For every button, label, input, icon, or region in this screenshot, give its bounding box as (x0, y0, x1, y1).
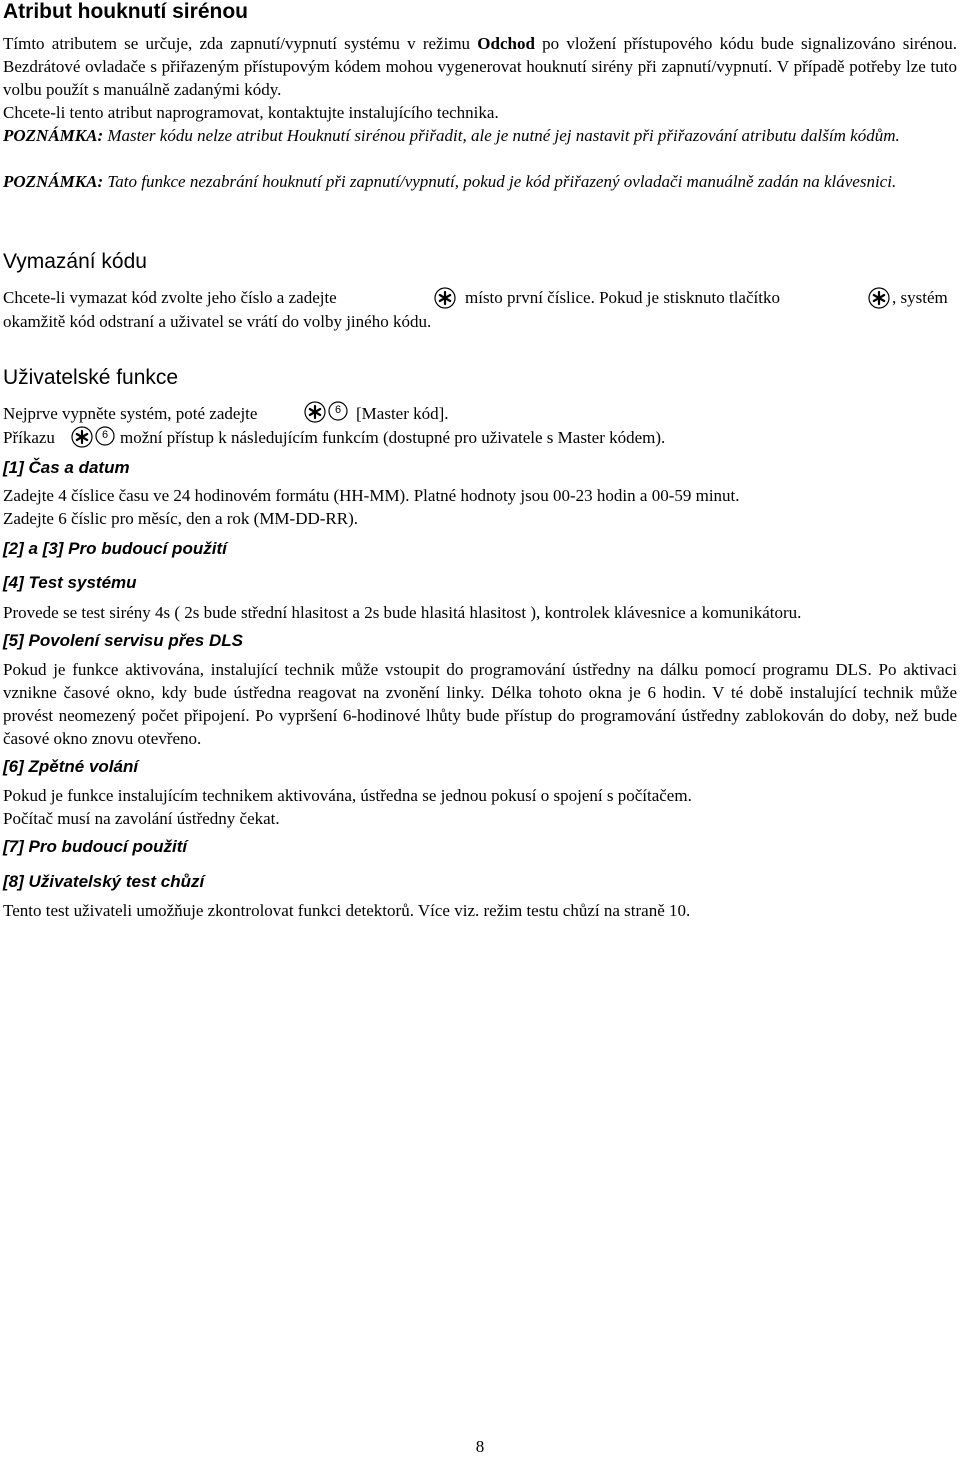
item-1-body (3, 484, 957, 530)
key-digit: 6 (334, 404, 342, 416)
note-text: Master kódu nelze atribut Houknutí sirénou přiřadit, ale je nutné jej nastavit při přiřazování atributu dalším kódům. (103, 126, 900, 145)
item-6-title: [6] Zpětné volání (3, 757, 139, 776)
mode-name-bold: Odchod (477, 34, 535, 53)
item-8-body: Tento test uživateli umožňuje zkontrolovat funkci detektorů. Více viz. režim testu chůzí na straně 10. (3, 901, 691, 920)
programming-instruction: Chcete-li tento atribut naprogramovat, kontaktujte instalujícího technika. (3, 103, 499, 122)
star-key-icon (433, 286, 457, 310)
star-key-icon (867, 286, 891, 310)
item-4-body: Provede se test sirény 4s ( 2s bude střední hlasitost a 2s bude hlasitá hlasitost ), kontrolek klávesnice a komunikátoru. (3, 603, 802, 622)
note-label: POZNÁMKA: (3, 126, 104, 145)
digit-6-key-icon (327, 400, 349, 422)
note-text: Tato funkce nezabrání houknutí při zapnutí/vypnutí, pokud je kód přiřazený ovladači manuálně zadán na klávesnici. (103, 172, 897, 191)
paragraph-text: Nejprve vypněte systém, poté zadejte (3, 404, 258, 423)
note-keypad-entry (3, 170, 957, 193)
item-5-title: [5] Povolení servisu přes DLS (3, 631, 243, 650)
item-1-title: [1] Čas a datum (3, 458, 130, 477)
section-title-siren-attribute: Atribut houknutí sirénou (3, 0, 248, 23)
item-6-body (3, 784, 957, 830)
paragraph-text: Příkazu (3, 428, 55, 447)
paragraph-text: Chcete-li vymazat kód zvolte jeho číslo a zadejte (3, 288, 337, 307)
siren-attribute-paragraph (3, 32, 957, 101)
item-6-line-2: Počítač musí na zavolání ústředny čekat. (3, 809, 280, 828)
item-2-3-title: [2] a [3] Pro budoucí použití (3, 539, 227, 558)
item-8-title: [8] Uživatelský test chůzí (3, 872, 205, 891)
star-key-icon (70, 425, 94, 449)
section-title-delete-code: Vymazání kódu (3, 250, 147, 273)
item-6-line-1: Pokud je funkce instalujícím technikem aktivována, ústředna se jednou pokusí o spojení s počítačem. (3, 786, 692, 805)
item-1-line-2: Zadejte 6 číslic pro měsíc, den a rok (MM-DD-RR). (3, 509, 359, 528)
item-7-title: [7] Pro budoucí použití (3, 837, 188, 856)
paragraph-text: po vložení přístupového kódu bude signalizováno sirénou. Bezdrátové ovladače s přiřazeným přístupovým kódem mohou vygenerovat houknutí sirény při zapnutí/vypnutí. V případě potřeby lze tuto volbu použít s manuálně zadanými kódy. (3, 34, 957, 99)
key-digit: 6 (101, 429, 109, 441)
item-4-title: [4] Test systému (3, 573, 137, 592)
note-label: POZNÁMKA: (3, 172, 104, 191)
paragraph-text: , systém (892, 288, 948, 307)
delete-code-line-2: okamžitě kód odstraní a uživatel se vrátí do volby jiného kódu. (3, 312, 432, 331)
user-functions-line-2 (3, 426, 957, 450)
section-title-user-functions: Uživatelské funkce (3, 366, 179, 389)
paragraph-text: [Master kód]. (356, 404, 449, 423)
paragraph-text: možní přístup k následujícím funkcím (dostupné pro uživatele s Master kódem). (120, 428, 666, 447)
item-1-line-1: Zadejte 4 číslice času ve 24 hodinovém formátu (HH-MM). Platné hodnoty jsou 00-23 hodin a 00-59 minut. (3, 486, 740, 505)
user-functions-line-1 (3, 402, 957, 426)
digit-6-key-icon (94, 425, 116, 447)
note-master-code (3, 124, 957, 147)
star-key-icon (303, 400, 327, 424)
item-5-body: Pokud je funkce aktivována, instalující technik může vstoupit do programování ústředny na dálku pomocí programu DLS. Po aktivaci vznikne časové okno, kdy bude ústředna reagovat na zvonění linky. Délka tohoto okna je 6 hodin. V té době instalující technik může provést neomezený počet připojení. Po vypršení 6-hodinové lhůty bude přístup do programování ústředny zablokován do doby, než bude časové okno znovu otevřeno. (3, 660, 957, 748)
page-number: 8 (475, 1437, 485, 1456)
delete-code-paragraph (3, 286, 957, 333)
paragraph-text: Tímto atributem se určuje, zda zapnutí/vypnutí systému v režimu (3, 34, 478, 53)
paragraph-text: místo první číslice. Pokud je stisknuto tlačítko (465, 288, 780, 307)
delete-code-line-1 (3, 286, 957, 310)
